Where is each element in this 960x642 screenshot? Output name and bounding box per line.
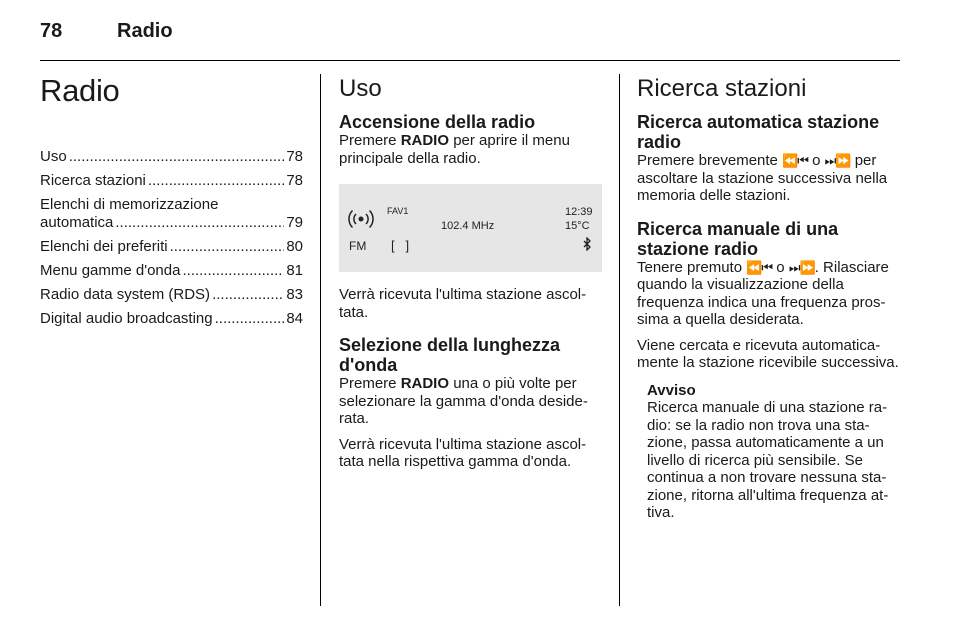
toc-list [40,148,303,328]
toc-entry-uso[interactable] [40,148,303,166]
paragraph-selezione: Premere RADIO una o più volte per selezionare la gamma d'onda desiderata. [339,375,588,427]
paragraph-after-display: Verrà ricevuta l'ultima stazione ascoltata. [339,286,587,321]
paragraph-accensione: Premere RADIO per aprire il menu principale della radio. [339,132,570,167]
paragraph-ricerca-manuale-2: Viene cercata e ricevuta automaticamente la stazione ricevibile successiva. [637,336,899,371]
toc-title: Radio [40,73,120,108]
header-rule [40,60,900,61]
bluetooth-icon [582,237,592,251]
column-divider-1 [320,74,321,606]
section-title-uso: Uso [339,75,382,102]
seek-back-icon: ⏪⏮ [746,259,773,275]
seek-back-icon: ⏪⏮ [782,153,808,168]
radio-waves-icon [348,206,374,232]
paragraph-ricerca-manuale: Tenere premuto ⏪⏮ o ⏭⏩. Rilasciare quando la visualizzazione della frequenza indica una frequenza prossima a quella desiderata. [637,258,889,328]
toc-entry-elenchi-memorizzazione[interactable] [40,196,303,232]
toc-entry-ricerca-stazioni[interactable] [40,172,303,190]
toc-label: Radio data system (RDS) [40,286,211,303]
avviso-text: Ricerca manuale di una stazione radio: se la radio non trova una stazione, passa automaticamente a un livello di ricerca più sensibile. Se continua a non trovare nessuna stazione, ritorna all'ultima frequenza attiva. [647,399,889,521]
ricerca-column [637,74,900,522]
toc-page: 83 [286,286,303,303]
radio-display-image [339,184,602,272]
toc-label: automatica [40,214,114,231]
toc-page: 79 [286,214,303,231]
frequency-readout: 102.4 MHz [441,220,495,232]
clock-readout: 12:39 [565,206,593,218]
seek-forward-icon: ⏭⏩ [788,259,815,275]
seek-forward-icon: ⏭⏩ [824,153,851,168]
toc-column [40,74,303,334]
radio-key: RADIO [400,375,450,392]
toc-page: 80 [286,238,303,255]
heading-selezione: Selezione della lunghezza d'onda [339,335,561,375]
radio-key: RADIO [400,132,450,149]
paragraph-ricerca-automatica: Premere brevemente ⏪⏮ o ⏭⏩ per ascoltare la stazione successiva nella memoria delle stazioni. [637,152,888,204]
chapter-title: Radio [117,20,173,42]
heading-accensione: Accensione della radio [339,112,536,132]
toc-entry-rds[interactable] [40,286,303,304]
toc-label-line1: Elenchi di memorizzazione [40,196,219,213]
toc-entry-elenchi-preferiti[interactable] [40,238,303,256]
avviso-title: Avviso [647,381,696,399]
heading-ricerca-manuale: Ricerca manuale di una stazione radio [637,218,839,259]
toc-page: 84 [286,310,303,327]
preset-brackets: [ ] [391,238,410,253]
avviso-note [647,382,900,522]
page-number: 78 [40,20,63,42]
toc-page: 78 [286,148,303,165]
toc-page: 78 [286,172,303,189]
toc-label: Elenchi dei preferiti [40,238,168,255]
heading-ricerca-automatica: Ricerca automatica stazione radio [637,112,880,152]
toc-label: Uso [40,148,67,165]
temperature-readout: 15°C [565,220,590,232]
toc-label: Digital audio broadcasting [40,310,213,327]
toc-entry-menu-gamme[interactable] [40,262,303,280]
toc-entry-dab[interactable] [40,310,303,328]
column-divider-2 [619,74,620,606]
band-label: FM [349,239,367,253]
paragraph-selezione-2: Verrà ricevuta l'ultima stazione ascoltata nella rispettiva gamma d'onda. [339,435,587,470]
toc-label: Ricerca stazioni [40,172,146,189]
toc-label: Menu gamme d'onda [40,262,181,279]
preset-list-label: FAV1 [387,206,409,216]
section-title-ricerca: Ricerca stazioni [637,75,807,102]
toc-page: 81 [286,262,303,279]
uso-column [339,74,602,471]
